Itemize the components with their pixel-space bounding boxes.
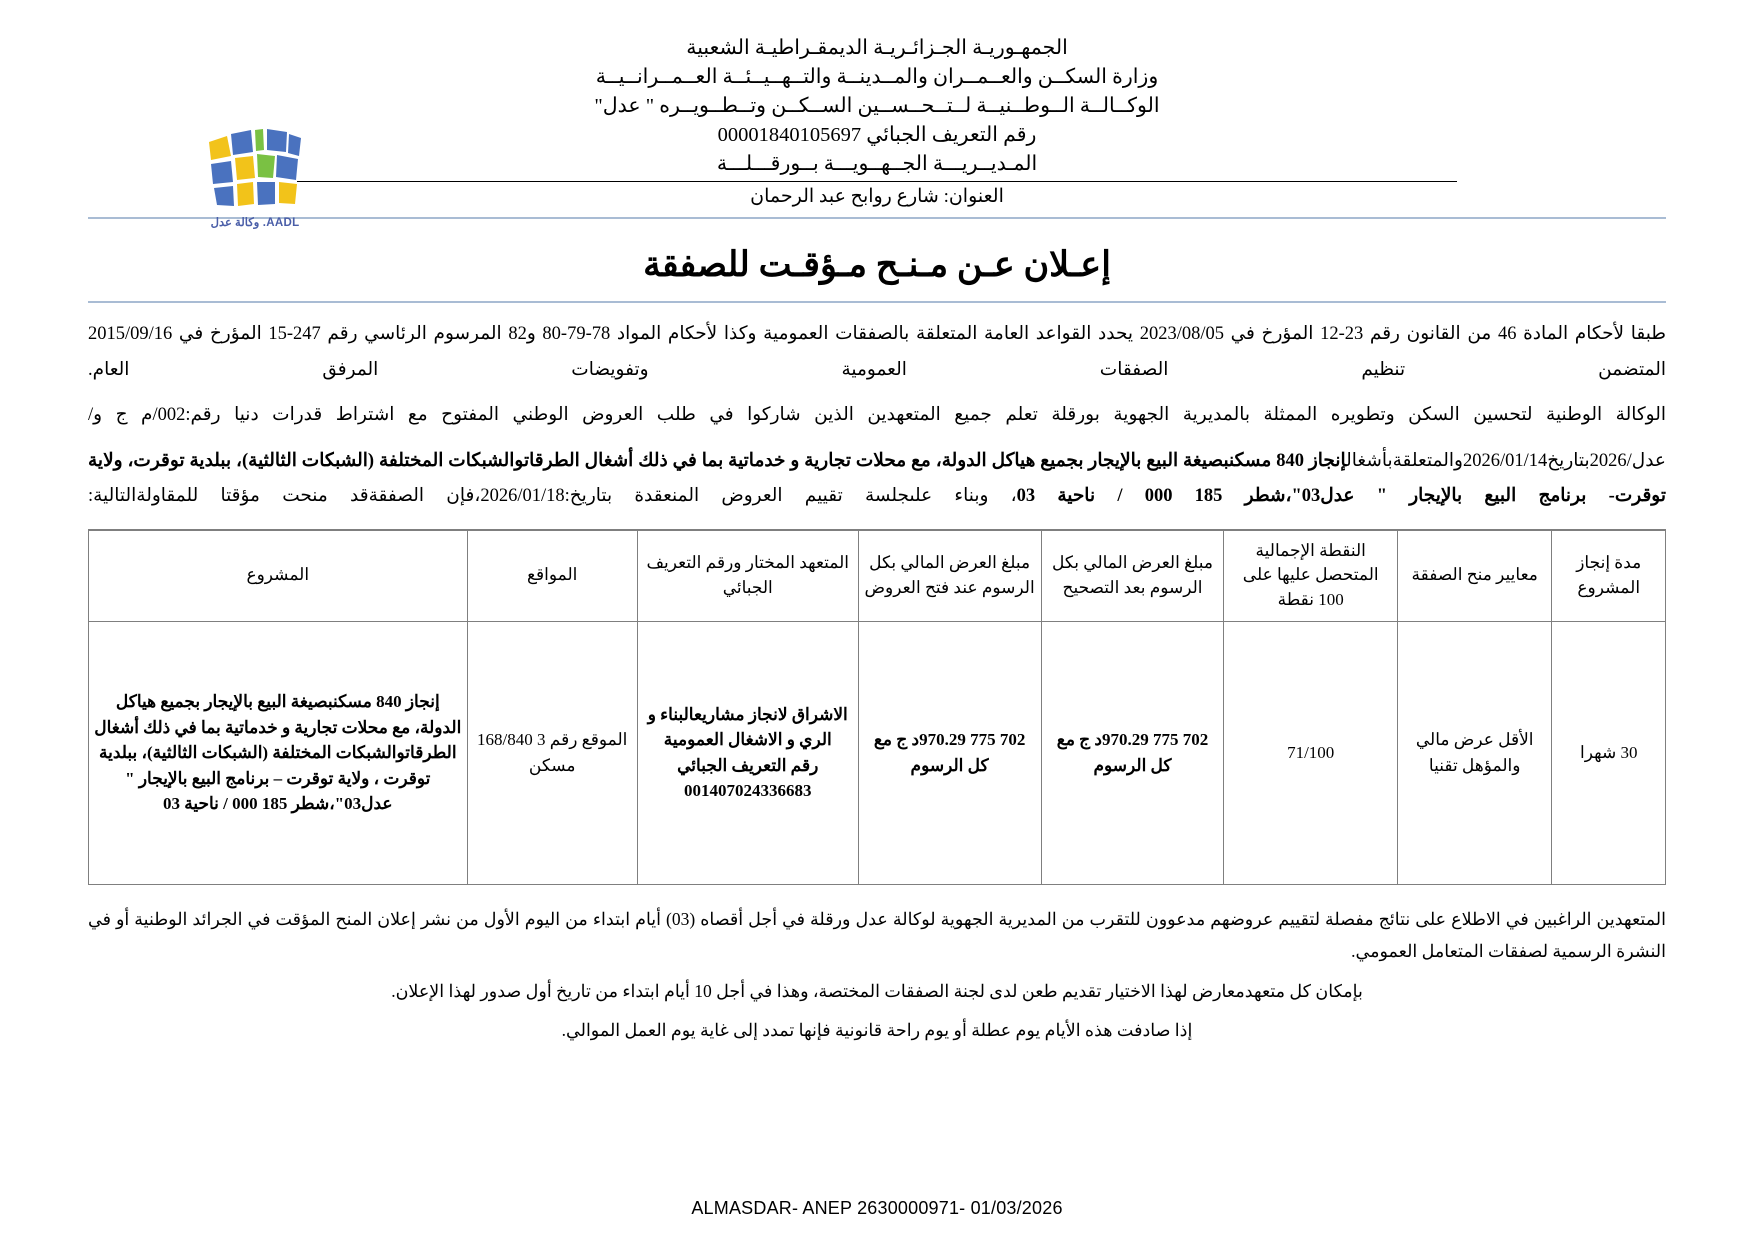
table-header-row	[89, 530, 1666, 622]
cell-bidder	[637, 621, 858, 884]
header-line-address: العنوان: شارع روابح عبد الرحمان	[750, 185, 1004, 207]
bidder-nif-label: رقم التعريف الجبائي	[677, 755, 819, 775]
title-bottom-rule	[88, 301, 1666, 303]
column-header-amount-corrected: مبلغ العرض المالي بكل الرسوم بعد التصحيح	[1041, 530, 1224, 622]
award-table	[88, 529, 1666, 885]
paragraph-legal-basis: طبقا لأحكام المادة 46 من القانون رقم 23-12 المؤرخ في 2023/08/05 يحدد القواعد العامة المتعلقة بالصفقات العمومية وكذا لأحكام المواد 78-79-80 و82 المرسوم الرئاسي رقم 247-15 المؤرخ في 2015/09/16 المتضمن تنظيم الصفقات العمومية وتفويضات المرفق العام.	[88, 324, 1667, 380]
cell-amount-corrected: 702 775 970.29د ج مع كل الرسوم	[1041, 621, 1224, 884]
logo-caption: AADL. وكالة عدل	[210, 217, 300, 229]
paragraph-tender-object	[88, 444, 1666, 515]
page-title: إعـلان عـن مـنـح مـؤقـت للصفقة	[643, 245, 1111, 285]
column-header-bidder: المتعهد المختار ورقم التعريف الجبائي	[637, 530, 858, 622]
cell-score: 71/100	[1224, 621, 1397, 884]
header-line-republic: الجمهـوريـة الجـزائـريـة الديمقـراطيـة الشعبية	[686, 37, 1068, 59]
notes-section	[88, 903, 1666, 1047]
cell-amount-opening: 702 775 970.29د ج مع كل الرسوم	[858, 621, 1041, 884]
table-row	[89, 621, 1666, 884]
bidder-nif-value: 001407024336683	[683, 781, 812, 801]
nif-label: رقم التعريف الجبائي	[866, 124, 1037, 147]
header-separator-line	[297, 181, 1457, 182]
note-appeal: بإمكان كل متعهدمعارض لهذا الاختيار تقديم طعن لدى لجنة الصفقات المختصة، وهذا في أجل 10 أيام ابتداء من تاريخ أول صدور لهذا الإعلان.	[391, 980, 1363, 1001]
header-line-agency: الوكــالــة الــوطــنيــة لــتــحــســين الســكــن وتــطــويــره " عدل"	[594, 95, 1160, 118]
aadl-logo	[180, 122, 330, 250]
column-header-duration: مدة إنجاز المشروع	[1552, 530, 1666, 622]
column-header-project: المشروع	[89, 530, 468, 622]
paragraph-announcement-intro: الوكالة الوطنية لتحسين السكن وتطويره الممثلة بالمديرية الجهوية بورقلة تعلم جميع المتعهدين الذين شاركوا في طلب العروض الوطني المفتوح مع اشتراط قدرات دنيا رقم:002/م ج و/	[88, 405, 1666, 426]
agency-logo-icon	[201, 122, 309, 214]
bidder-name: الاشراق لانجاز مشاريعالبناء و الري و الاشغال العمومية	[647, 704, 848, 750]
page-footer: ALMASDAR- ANEP 2630000971- 01/03/2026	[691, 1198, 1063, 1218]
note-holiday-extension: إذا صادفت هذه الأيام يوم عطلة أو يوم راحة قانونية فإنها تمدد إلى غاية يوم العمل الموالي.	[561, 1019, 1193, 1040]
column-header-site: المواقع	[467, 530, 637, 622]
cell-criteria: الأقل عرض مالي والمؤهل تقنيا	[1397, 621, 1552, 884]
cell-duration: 30 شهرا	[1552, 621, 1666, 884]
column-header-score: النقطة الإجمالية المتحصل عليها على 100 نقطة	[1224, 530, 1397, 622]
cell-project: إنجاز 840 مسكنبصيغة البيع بالإيجار بجميع هياكل الدولة، مع محلات تجارية و خدماتية بما في ذلك أشغال الطرقاتوالشبكات المختلفة (الشبكات الثالثية)، ببلدية توقرت ، ولاية توقرت – برنامج البيع بالإيجار " عدل03"،شطر 185 000 / ناحية 03	[89, 621, 468, 884]
nif-value: 00001840105697	[717, 124, 862, 147]
header-line-regional-directorate: المـديــريـــة الجــهــويـــة بــورقـــلـــة	[716, 153, 1038, 176]
tender-object-suffix: ، وبناء علىجلسة تقييم العروض المنعقدة بتاريخ:2026/01/18،فإن الصفقةقد منحت مؤقتا للمقاولةالتالية:	[88, 486, 1017, 507]
note-detailed-results: المتعهدين الراغبين في الاطلاع على نتائج مفصلة لتقييم عروضهم مدعوون للتقرب من المديرية الجهوية لوكالة عدل ورقلة في أجل أقصاه (03) أيام ابتداء من اليوم الأول من نشر إعلان المنح المؤقت في الجرائد الوطنية أو في النشرة الرسمية لصفقات المتعامل العمومي.	[88, 908, 1666, 962]
header-line-ministry: وزارة السكــن والعــمــران والمــدينــة والتــهــيــئــة العــمــرانــيــة	[595, 66, 1159, 89]
document-header	[88, 26, 1666, 229]
column-header-criteria: معايير منح الصفقة	[1397, 530, 1552, 622]
cell-site: الموقع رقم 3 168/840 مسكن	[467, 621, 637, 884]
tender-object-emphasis: إنجاز 840 مسكنبصيغة البيع بالإيجار بجميع هياكل الدولة، مع محلات تجارية و خدماتية بما في ذلك أشغال الطرقاتوالشبكات المختلفة (الشبكات الثالثية)، ببلدية توقرت، ولاية توقرت- برنامج البيع بالإيجار " عدل03"،شطر 185 000 / ناحية 03	[88, 450, 1666, 507]
tender-object-prefix: عدل/2026بتاريخ2026/01/14والمتعلقةبأشغال	[1346, 450, 1666, 471]
column-header-amount-opening: مبلغ العرض المالي بكل الرسوم عند فتح العروض	[858, 530, 1041, 622]
